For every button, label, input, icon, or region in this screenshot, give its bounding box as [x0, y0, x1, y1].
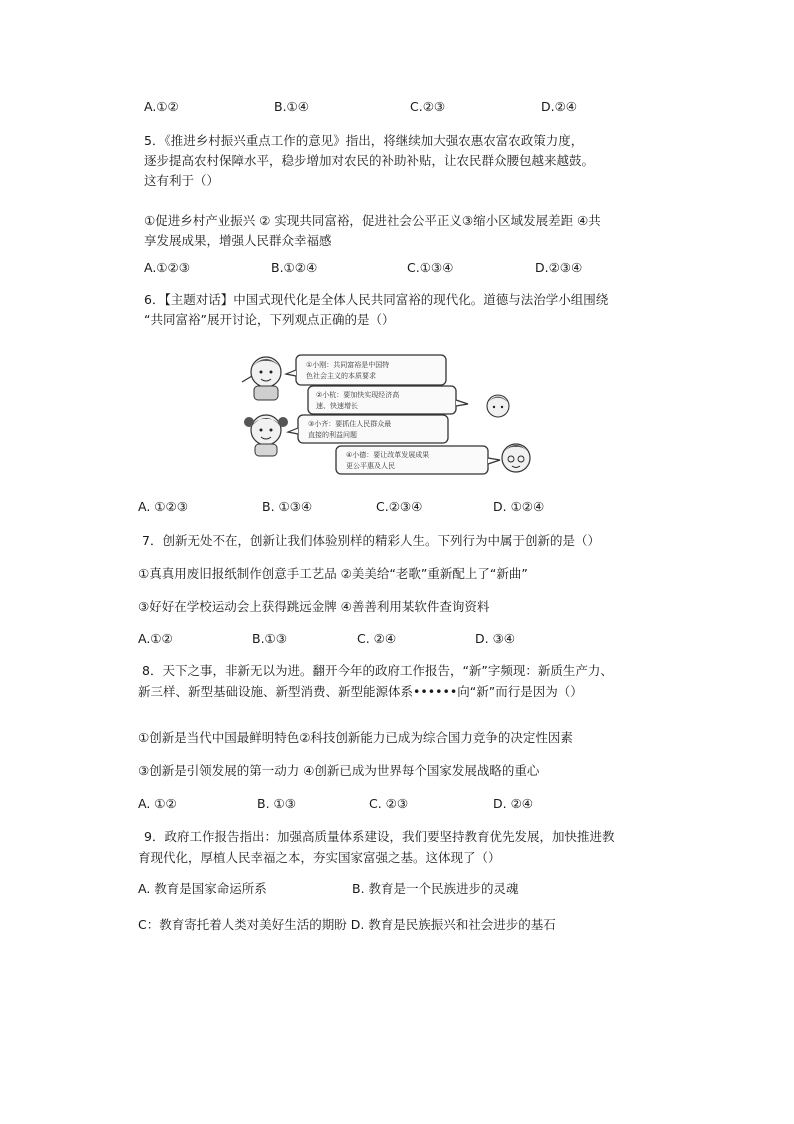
q5-stem-line-3: 这有利于（） — [144, 173, 220, 188]
q5-stem-line-1: 5．《推进乡村振兴重点工作的意见》指出，将继续加大强农惠农富农政策力度， — [144, 133, 584, 148]
speech-bubble-1 — [286, 355, 446, 385]
bubble-1-line-1: ①小刚：共同富裕是中国特 — [306, 361, 390, 369]
bubble-1-line-2: 色社会主义的本质要求 — [306, 372, 376, 380]
q8-stem-line-2: 新三样、新型基础设施、新型消费、新型能源体系••••••向“新”而行是因为（） — [138, 684, 583, 699]
q6-option-c: C.②③④ — [376, 499, 423, 514]
q8-option-d: D. ②④ — [493, 796, 533, 811]
q6-option-a: A. ①②③ — [138, 499, 188, 514]
q7-option-a: A.①② — [138, 631, 173, 646]
q5-option-b: B.①②④ — [271, 260, 318, 275]
q9-option-a: A. 教育是国家命运所系 — [138, 881, 267, 896]
q8-option-a: A. ①② — [138, 796, 177, 811]
q6-stem-line-1: 6．【主题对话】中国式现代化是全体人民共同富裕的现代化。道德与法治学小组围绕 — [144, 292, 609, 307]
q8-stem-line-1: 8．天下之事，非新无以为进。翻开今年的政府工作报告，“新”字频现：新质生产力、 — [142, 663, 613, 678]
q8-statements-line-2: ③创新是引领发展的第一动力 ④创新已成为世界每个国家发展战略的重心 — [138, 763, 540, 778]
q4-option-b: B.①④ — [274, 99, 309, 114]
q4-option-c: C.②③ — [410, 99, 446, 114]
q6-stem-line-2: “共同富裕”展开讨论，下列观点正确的是（） — [144, 312, 395, 327]
discussion-illustration — [236, 352, 536, 480]
speech-bubble-4 — [336, 446, 500, 474]
student-avatar-1 — [242, 357, 281, 400]
q4-option-d: D.②④ — [541, 99, 578, 114]
q7-option-d: D. ③④ — [475, 631, 515, 646]
q9-options-c-d: C：教育寄托着人类对美好生活的期盼 D. 教育是民族振兴和社会进步的基石 — [138, 917, 556, 932]
q7-statements-line-2: ③好好在学校运动会上获得跳远金牌 ④善善利用某软件查询资料 — [138, 599, 490, 614]
q9-option-b: B. 教育是一个民族进步的灵魂 — [352, 881, 519, 896]
q5-statements-line-2: 享发展成果，增强人民群众幸福感 — [144, 233, 332, 248]
q8-option-b: B. ①③ — [257, 796, 296, 811]
bubble-2-line-2: 速、快速增长 — [316, 402, 358, 410]
bubble-4-line-1: ④小德：要让改革发展成果 — [346, 451, 430, 459]
student-avatar-4 — [502, 444, 530, 472]
q7-option-b: B.①③ — [252, 631, 287, 646]
bubble-3-line-2: 直接的利益问题 — [308, 431, 357, 439]
q6-option-b: B. ①③④ — [262, 499, 313, 514]
q8-option-c: C. ②③ — [369, 796, 409, 811]
q6-option-d: D. ①②④ — [493, 499, 545, 514]
q5-stem-line-2: 逐步提高农村保障水平，稳步增加对农民的补助补贴，让农民群众腰包越来越鼓。 — [144, 153, 595, 168]
student-avatar-3 — [244, 415, 288, 456]
q5-option-c: C.①③④ — [407, 260, 454, 275]
q7-statements-line-1: ①真真用废旧报纸制作创意手工艺品 ②美美给“老歌”重新配上了“新曲” — [138, 566, 528, 581]
q9-stem-line-2: 育现代化，厚植人民幸福之本，夯实国家富强之基。这体现了（） — [138, 850, 501, 865]
q5-option-d: D.②③④ — [535, 260, 583, 275]
q7-stem: 7．创新无处不在，创新让我们体验别样的精彩人生。下列行为中属于创新的是（） — [142, 533, 600, 548]
student-avatar-2 — [487, 395, 509, 417]
bubble-4-line-2: 更公平惠及人民 — [346, 462, 395, 470]
q7-option-c: C. ②④ — [357, 631, 397, 646]
speech-bubble-2 — [308, 386, 468, 414]
bubble-3-line-1: ③小齐：要抓住人民群众最 — [308, 420, 392, 428]
bubble-2-line-1: ②小杭：要加快实现经济高 — [316, 391, 400, 399]
q9-stem-line-1: 9．政府工作报告指出：加强高质量体系建设，我们要坚持教育优先发展，加快推进教 — [144, 829, 615, 844]
q5-statements-line-1: ①促进乡村产业振兴 ② 实现共同富裕，促进社会公平正义③缩小区域发展差距 ④共 — [144, 213, 601, 228]
speech-bubble-3 — [288, 415, 448, 443]
q4-option-a: A.①② — [144, 99, 179, 114]
q5-option-a: A.①②③ — [144, 260, 190, 275]
q8-statements-line-1: ①创新是当代中国最鲜明特色②科技创新能力已成为综合国力竞争的决定性因素 — [138, 730, 573, 745]
